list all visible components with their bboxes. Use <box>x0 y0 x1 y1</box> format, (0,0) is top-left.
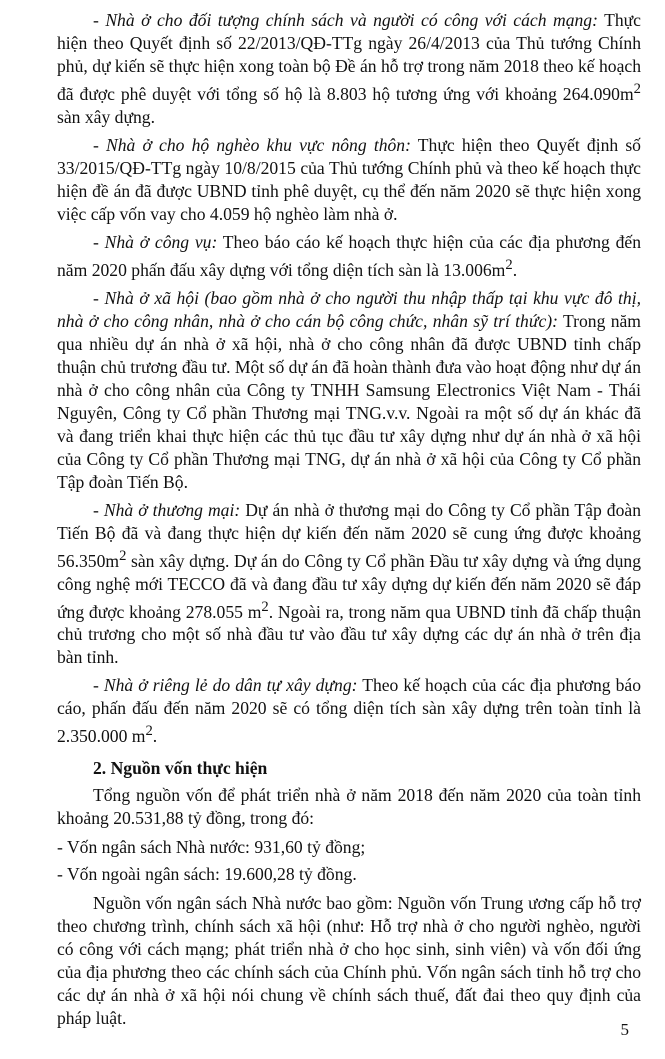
paragraph-tail: sàn xây dựng. <box>57 106 155 127</box>
paragraph-body: Thực hiện theo Quyết định số 33/2015/QĐ-TTg ngày 10/8/2015 của Thủ tướng Chính phủ và theo kế hoạch thực hiện đề án đã được UBND tỉnh phê duyệt, cụ thể đến năm 2020 sẽ thực hiện xong việc cấp vốn vay cho 4.059 hộ nghèo làm nhà ở. <box>57 134 641 224</box>
paragraph-self-built-housing <box>57 674 641 748</box>
superscript: 2 <box>119 547 127 564</box>
funding-intro: Tổng nguồn vốn để phát triển nhà ở năm 2018 đến năm 2020 của toàn tỉnh khoảng 20.531,88 tỷ đồng, trong đó: <box>57 785 641 829</box>
list-item: - Vốn ngoài ngân sách: 19.600,28 tỷ đồng. <box>57 864 357 885</box>
paragraph-body: Thực hiện theo Quyết định số 22/2013/QĐ-TTg ngày 26/4/2013 của Thủ tướng Chính phủ, dự kiến sẽ thực hiện xong toàn bộ Đề án hỗ trợ trong năm 2018 theo kế hoạch đã được phê duyệt với tổng số hộ là 8.803 hộ tương ứng với khoảng 264.090m <box>57 10 641 104</box>
paragraph-tail: . <box>512 259 518 280</box>
paragraph-rural-poor-housing <box>57 134 641 226</box>
section-heading: 2. Nguồn vốn thực hiện <box>93 758 268 779</box>
paragraph-body: Dự án nhà ở thương mại do Công ty Cổ phần Tập đoàn Tiến Bộ đã và đang thực hiện dự kiến đến năm 2020 sẽ cung ứng được khoảng 56.350m <box>57 499 641 571</box>
paragraph-body: Trong năm qua nhiều dự án nhà ở xã hội, nhà ở cho công nhân đã được UBND tỉnh chấp thuận chủ trương đầu tư. Một số dự án đã hoàn thành đưa vào hoạt động như dự án nhà ở cho công nhân của Công ty TNHH Samsung Electronics Việt Nam - Thái Nguyên, Công ty Cổ phần Thương mại TNG.v.v. Ngoài ra một số dự án khác đã và đang triển khai thực hiện các thủ tục đầu tư xây dựng như dự án nhà ở xã hội của Công ty Cổ phần Thương mại TNG, dự án nhà ở xã hội của Công ty Cổ phần Tập đoàn Tiến Bộ. <box>57 310 641 492</box>
paragraph-lead: - Nhà ở xã hội (bao gồm nhà ở cho người thu nhập thấp tại khu vực đô thị, nhà ở cho công nhân, nhà ở cho cán bộ công chức, nhân sỹ trí thức): <box>57 287 641 331</box>
paragraph-commercial-housing <box>57 499 641 670</box>
funding-closing: Nguồn vốn ngân sách Nhà nước bao gồm: Nguồn vốn Trung ương cấp hỗ trợ theo chương trình, chính sách xã hội (như: Hỗ trợ nhà ở cho người nghèo, người có công với cách mạng; phát triển nhà ở cho học sinh, sinh viên) và vốn đối ứng của địa phương theo các chính sách của Chính phủ. Vốn ngân sách tỉnh hỗ trợ cho các dự án nhà ở xã hội nói chung về chính sách thuế, đất đai theo quy định của pháp luật. <box>57 893 641 1029</box>
superscript: 2 <box>505 256 513 273</box>
paragraph-body-continued: sàn xây dựng. Dự án do Công ty Cổ phần Đầu tư xây dựng và ứng dụng công nghệ mới TECCO đã và đang đầu tư xây dựng dự kiến đến năm 2020 sẽ đáp ứng được khoảng 278.055 m <box>57 550 641 622</box>
paragraph-lead: - Nhà ở cho hộ nghèo khu vực nông thôn: <box>93 134 411 155</box>
paragraph-tail: . <box>152 726 158 747</box>
paragraph-lead: - Nhà ở riêng lẻ do dân tự xây dựng: <box>93 675 358 696</box>
paragraph-body: Theo báo cáo kế hoạch thực hiện của các địa phương đến năm 2020 phấn đấu xây dựng với tổng diện tích sàn là 13.006m <box>57 231 641 280</box>
paragraph-lead: - Nhà ở thương mại: <box>93 499 241 520</box>
paragraph-lead: - Nhà ở cho đối tượng chính sách và người có công với cách mạng: <box>93 10 598 30</box>
paragraph-lead: - Nhà ở công vụ: <box>93 231 218 252</box>
paragraph-policy-housing <box>57 9 641 129</box>
paragraph-social-housing <box>57 287 641 494</box>
page-number: 5 <box>620 1020 629 1039</box>
paragraph-tail: . Ngoài ra, trong năm qua UBND tỉnh đã chấp thuận chủ trương cho một số nhà đầu tư vào đầu tư xây dựng các dự án nhà ở trên địa bàn tỉnh. <box>57 601 642 668</box>
superscript: 2 <box>145 723 153 740</box>
list-item: - Vốn ngân sách Nhà nước: 931,60 tỷ đồng; <box>57 837 366 858</box>
superscript: 2 <box>633 81 641 97</box>
paragraph-body: Theo kế hoạch của các địa phương báo cáo, phấn đấu đến năm 2020 sẽ có tổng diện tích sàn xây dựng trên toàn tỉnh là 2.350.000 m <box>57 675 641 747</box>
paragraph-public-service-housing <box>57 231 641 282</box>
funding-list <box>57 836 641 886</box>
superscript: 2 <box>261 598 269 615</box>
